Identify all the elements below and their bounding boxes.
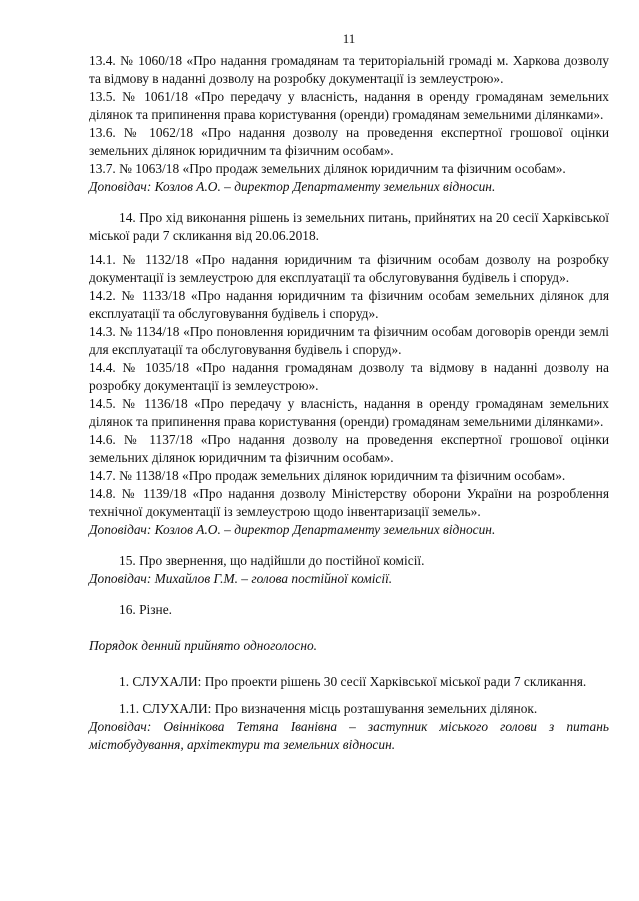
agenda-item-14-6: 14.6. № 1137/18 «Про надання дозволу на проведення експертної грошової оцінки земельних ділянок юридичним та фізичним особам». [89, 432, 609, 465]
page-number: 11 [342, 31, 356, 46]
agenda-item-13-5: 13.5. № 1061/18 «Про передачу у власність, надання в оренду громадянам земельних ділянок та припинення права користування (оренди) громадянам земельними ділянками». [89, 89, 609, 122]
agenda-item-14: 14. Про хід виконання рішень із земельних питань, прийнятих на 20 сесії Харківської міської ради 7 скликання від 20.06.2018. [89, 210, 609, 243]
heard-item-1: 1. СЛУХАЛИ: Про проекти рішень 30 сесії Харківської міської ради 7 скликання. [119, 674, 587, 689]
agenda-item-14-8: 14.8. № 1139/18 «Про надання дозволу Міністерству оборони України на розроблення технічної документації із землеустрою щодо інвентаризації земель». [89, 486, 609, 519]
document-page [89, 30, 609, 754]
reporter-line: Доповідач: Михайлов Г.М. – голова постійної комісії. [89, 571, 393, 586]
agenda-item-14-5: 14.5. № 1136/18 «Про передачу у власність, надання в оренду громадянам земельних ділянок та припинення права користування (оренди) громадянам земельними ділянками». [89, 396, 609, 429]
agenda-item-14-4: 14.4. № 1035/18 «Про надання громадянам дозволу та відмову в наданні дозволу на розробку документації із землеустрою». [89, 360, 609, 393]
reporter-line: Доповідач: Козлов А.О. – директор Департаменту земельних відносин. [89, 179, 496, 194]
agenda-item-13-7: 13.7. № 1063/18 «Про продаж земельних ділянок юридичним та фізичним особам». [89, 161, 566, 176]
agenda-item-15: 15. Про звернення, що надійшли до постійної комісії. [119, 553, 425, 568]
agenda-item-13-6: 13.6. № 1062/18 «Про надання дозволу на проведення експертної грошової оцінки земельних ділянок юридичним та фізичним особам». [89, 125, 609, 158]
agenda-item-16: 16. Різне. [119, 602, 173, 617]
agenda-item-14-7: 14.7. № 1138/18 «Про продаж земельних ділянок юридичним та фізичним особам». [89, 468, 566, 483]
agenda-item-13-4: 13.4. № 1060/18 «Про надання громадянам та територіальній громаді м. Харкова дозволу та відмову в наданні дозволу на розробку документації із землеустрою». [89, 53, 609, 86]
agenda-item-14-3: 14.3. № 1134/18 «Про поновлення юридичним та фізичним особам договорів оренди землі для експлуатації та обслуговування будівель і споруд». [89, 324, 609, 357]
heard-item-1-1: 1.1. СЛУХАЛИ: Про визначення місць розташування земельних ділянок. [119, 701, 538, 716]
reporter-line: Доповідач: Овіннікова Тетяна Іванівна – заступник міського голови з питань містобудування, архітектури та земельних відносин. [89, 719, 609, 752]
agenda-adopted: Порядок денний прийнято одноголосно. [89, 638, 318, 653]
agenda-item-14-2: 14.2. № 1133/18 «Про надання юридичним та фізичним особам земельних ділянок для експлуатації та обслуговування будівель і споруд». [89, 288, 609, 321]
agenda-item-14-1: 14.1. № 1132/18 «Про надання юридичним та фізичним особам дозволу на розробку документації із землеустрою для експлуатації та обслуговування будівель і споруд». [89, 252, 609, 285]
reporter-line: Доповідач: Козлов А.О. – директор Департаменту земельних відносин. [89, 522, 496, 537]
